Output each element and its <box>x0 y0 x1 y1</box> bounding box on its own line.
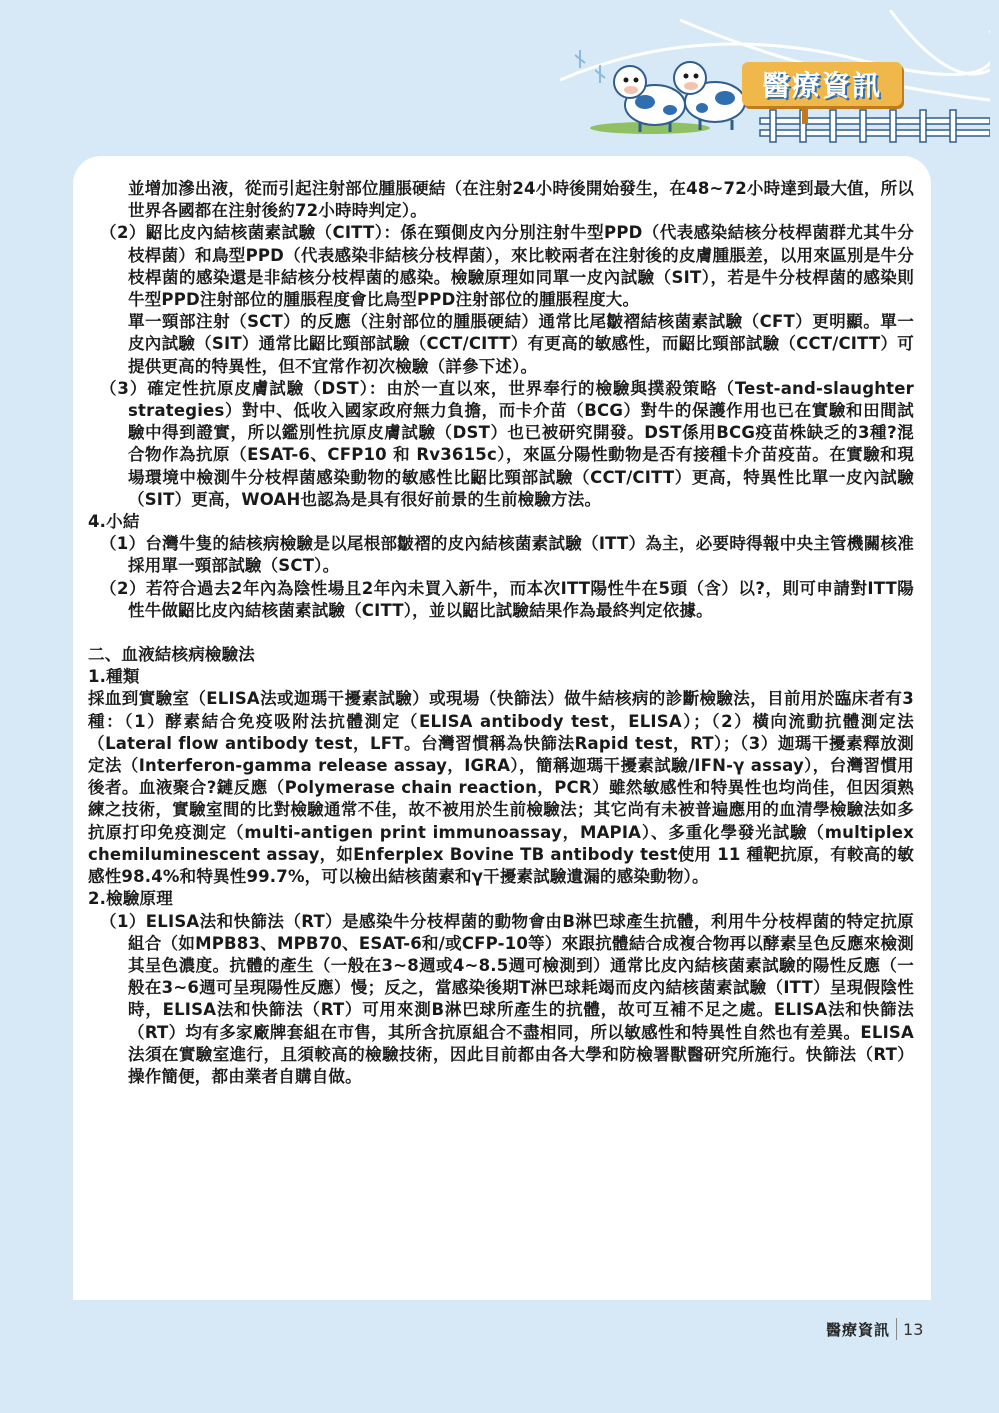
paragraph: （2）鼦比皮內結核菌素試驗（CITT）：係在頸側皮內分別注射牛型PPD（代表感染結核分枝桿菌群尤其牛分枝桿菌）和鳥型PPD（代表感染非結核分枝桿菌），來比較兩者在注射後的皮膚腫脹差，以用來區別是牛分枝桿菌的感染還是非結核分枝桿菌的感染。檢驗原理如同單一皮內試驗（SIT），若是牛分枝桿菌的感染則牛型PPD注射部位的腫脹程度會比鳥型PPD注射部位的腫脹程度大。 <box>100 223 914 310</box>
section-title-tab: 醫療資訊 <box>742 62 902 106</box>
paragraph: 並增加滲出液，從而引起注射部位腫脹硬結（在注射24小時後開始發生，在48~72小時達到最大值，所以世界各國都在注射後約72小時時判定）。 <box>128 179 914 221</box>
page-number: 13 <box>903 1319 924 1339</box>
footer-section-label: 醫療資訊 <box>826 1320 891 1339</box>
paragraph: （3）確定性抗原皮膚試驗（DST）：由於一直以來，世界奉行的檢驗與撲殺策略（Test-and-slaughter strategies）對中、低收入國家政府無力負擔，而卡介苗（BCG）對牛的保護作用也已在實驗和田間試驗中得到證實，所以鑑別性抗原皮膚試驗（DST）也已被研究開發。DST係用BCG疫苗株缺乏的3種?混合物作為抗原（ESAT-6、CFP10 和 Rv3615c），來區分陽性動物是否有接種卡介苗疫苗。在實驗和現場環境中檢測牛分枝桿菌感染動物的敏感性比鼦比頸部試驗（CCT/CITT）更高，特異性比單一皮內試驗（SIT）更高，WOAH也認為是具有很好前景的生前檢驗方法。 <box>100 378 914 509</box>
section-heading: 二、血液結核病檢驗法 <box>88 645 255 665</box>
paragraph: 單一頸部注射（SCT）的反應（注射部位的腫脹硬結）通常比尾皺褶結核菌素試驗（CFT）更明顯。單一皮內試驗（SIT）通常比鼦比頸部試驗（CCT/CITT）有更高的敏感性，而鼦比頸部試驗（CCT/CITT）可提供更高的特異性，但不宜常作初次檢驗（詳參下述）。 <box>128 312 914 376</box>
paragraph: （1）台灣牛隻的結核病檢驗是以尾根部皺褶的皮內結核菌素試驗（ITT）為主，必要時得報中央主管機關核准採用單一頸部試驗（SCT）。 <box>100 534 914 576</box>
subheading: 1.種類 <box>88 667 140 687</box>
article-body <box>88 178 914 1088</box>
footer-divider <box>896 1318 897 1340</box>
paragraph: （2）若符合過去2年內為陰性場且2年內未買入新牛，而本次ITT陽性牛在5頭（含）以?，則可申請對ITT陽性牛做鼦比皮內結核菌素試驗（CITT），並以鼦比試驗結果作為最終判定依據。 <box>100 578 914 620</box>
subheading: 2.檢驗原理 <box>88 889 173 909</box>
paragraph: 採血到實驗室（ELISA法或迦瑪干擾素試驗）或現場（快篩法）做牛結核病的診斷檢驗法，目前用於臨床者有3種：（1）酵素結合免疫吸附法抗體測定（ELISA antibody test，ELISA）；（2）橫向流動抗體測定法（Lateral flow antibody test，LFT。台灣習慣稱為快篩法Rapid test，RT）；（3）迦瑪干擾素釋放測定法（Interferon-gamma release assay，IGRA），簡稱迦瑪干擾素試驗/IFN-γ assay），台灣習慣用後者。血液聚合?鏈反應（Polymerase chain reaction，PCR）雖然敏感性和特異性也均尚佳，但因須熟練之技術，實驗室間的比對檢驗通常不佳，故不被用於生前檢驗法；其它尚有未被普遍應用的血清學檢驗法如多抗原打印免疫測定（multi-antigen print immunoassay，MAPIA）、多重化學發光試驗（multiplex chemiluminescent assay，如Enferplex Bovine TB antibody test使用 11 種靶抗原，有較高的敏感性98.4%和特異性99.7%，可以檢出結核菌素和γ干擾素試驗遺漏的感染動物）。 <box>88 689 914 887</box>
paragraph: （1）ELISA法和快篩法（RT）是感染牛分枝桿菌的動物會由B淋巴球產生抗體，利用牛分枝桿菌的特定抗原組合（如MPB83、MPB70、ESAT-6和/或CFP-10等）來跟抗體結合成複合物再以酵素呈色反應來檢測其呈色濃度。抗體的產生（一般在3~8週或4~8.5週可檢測到）通常比皮內結核菌素試驗的陽性反應（一般在3~6週可呈現陽性反應）慢；反之，當感染後期T淋巴球耗竭而皮內結核菌素試驗（ITT）呈現假陰性時，ELISA法和快篩法（RT）可用來測B淋巴球所產生的抗體，故可互補不足之處。ELISA法和快篩法（RT）均有多家廠牌套組在市售，其所含抗原組合不盡相同，所以敏感性和特異性自然也有差異。ELISA法須在實驗室進行，且須較高的檢驗技術，因此目前都由各大學和防檢署獸醫研究所施行。快篩法（RT）操作簡便，都由業者自購自做。 <box>100 911 914 1086</box>
subheading: 4.小結 <box>88 512 140 532</box>
page-footer <box>826 1314 923 1344</box>
